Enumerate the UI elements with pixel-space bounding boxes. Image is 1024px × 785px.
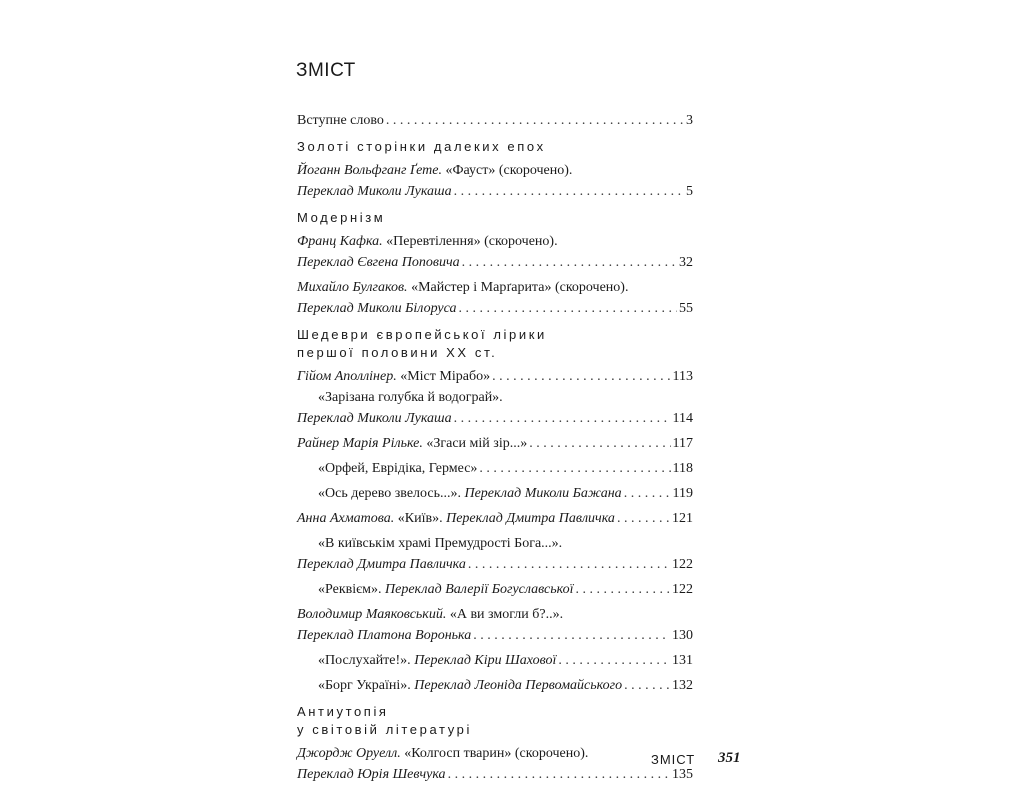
work-title: «Реквієм». bbox=[318, 582, 382, 597]
author-name: Джордж Оруелл. bbox=[297, 746, 401, 761]
toc-entry bbox=[297, 675, 693, 696]
work-title: «Борг Україні». bbox=[318, 678, 411, 693]
toc-entry bbox=[297, 252, 693, 273]
work-title: «Фауст» (скорочено). bbox=[441, 163, 573, 178]
toc-entry bbox=[297, 231, 693, 252]
author-name: Переклад Платона Воронька bbox=[297, 628, 472, 643]
leader-dots bbox=[558, 650, 670, 671]
section-heading: Модернізм bbox=[297, 210, 386, 225]
translator: Переклад Дмитра Павличка bbox=[442, 511, 615, 526]
page-number: 119 bbox=[672, 486, 693, 501]
leader-dots bbox=[454, 408, 671, 429]
leader-dots bbox=[473, 625, 670, 646]
entry-title: Вступне слово bbox=[297, 113, 384, 128]
toc-entry bbox=[297, 604, 693, 625]
author-name: Переклад Дмитра Павличка bbox=[297, 557, 466, 572]
author-name: Володимир Маяковський. bbox=[297, 607, 447, 622]
page-number: 130 bbox=[672, 628, 693, 643]
translator: Переклад Леоніда Первомайського bbox=[410, 678, 623, 693]
toc-entry bbox=[297, 458, 693, 479]
author-name: Переклад Миколи Лукаша bbox=[297, 411, 452, 426]
author-name: Йоганн Вольфганг Ґете. bbox=[297, 163, 442, 178]
section-heading: Золоті сторінки далеких епох bbox=[297, 139, 546, 154]
page-number: 5 bbox=[686, 184, 693, 199]
toc-entry bbox=[297, 366, 693, 387]
section-heading: у світовій літературі bbox=[297, 722, 472, 737]
author-name: Михайло Булгаков. bbox=[297, 280, 408, 295]
translator: Переклад Миколи Білоруса bbox=[297, 301, 457, 316]
author-name: Райнер Марія Рільке. bbox=[297, 436, 423, 451]
leader-dots bbox=[624, 675, 670, 696]
running-footer: ЗМІСТ bbox=[651, 752, 696, 767]
toc-entry bbox=[297, 764, 693, 785]
page-number: 132 bbox=[672, 678, 693, 693]
toc-entry bbox=[297, 408, 693, 429]
leader-dots bbox=[624, 483, 671, 504]
work-title: «Ось дерево звелось...». bbox=[318, 486, 461, 501]
leader-dots bbox=[458, 298, 677, 319]
leader-dots bbox=[529, 433, 670, 454]
section-heading: Шедеври європейської лірики bbox=[297, 327, 547, 342]
toc-entry bbox=[297, 387, 693, 408]
leader-dots bbox=[576, 579, 670, 600]
work-title: «Зарізана голубка й водограй». bbox=[318, 390, 503, 405]
toc-entry bbox=[297, 298, 693, 319]
work-title: «Перевтілення» (скорочено). bbox=[382, 234, 558, 249]
leader-dots bbox=[468, 554, 670, 575]
translator: Переклад Юрія Шевчука bbox=[297, 767, 446, 782]
translator: Переклад Миколи Бажана bbox=[460, 486, 622, 501]
page-number: 32 bbox=[679, 255, 693, 270]
leader-dots bbox=[617, 508, 670, 529]
toc-entry bbox=[297, 433, 693, 454]
work-title: «Орфей, Еврідіка, Гермес» bbox=[318, 461, 478, 476]
toc-entry bbox=[297, 533, 693, 554]
translator: Переклад Валерії Богуславської bbox=[381, 582, 574, 597]
table-of-contents bbox=[296, 58, 696, 785]
translator: Переклад Миколи Лукаша bbox=[297, 184, 452, 199]
page-number: 135 bbox=[672, 767, 693, 782]
leader-dots bbox=[454, 181, 684, 202]
page-title: ЗМІСТ bbox=[296, 60, 356, 81]
work-title: «Згаси мій зір...» bbox=[422, 436, 528, 451]
toc-entry bbox=[297, 743, 693, 764]
toc-entry bbox=[297, 160, 693, 181]
leader-dots bbox=[462, 252, 677, 273]
toc-entry bbox=[297, 181, 693, 202]
toc-entry bbox=[297, 483, 693, 504]
page-number: 114 bbox=[672, 411, 693, 426]
author-name: Анна Ахматова. bbox=[297, 511, 395, 526]
page-number: 55 bbox=[679, 301, 693, 316]
work-title: «Київ». bbox=[394, 511, 443, 526]
page-number: 121 bbox=[672, 511, 693, 526]
page-number: 113 bbox=[672, 369, 693, 384]
toc-entry bbox=[297, 579, 693, 600]
toc-entry-intro bbox=[297, 110, 693, 131]
author-name: Франц Кафка. bbox=[297, 234, 383, 249]
translator: Переклад Кіри Шахової bbox=[410, 653, 557, 668]
section-heading: першої половини XX ст. bbox=[297, 345, 498, 360]
work-title: «Послухайте!». bbox=[318, 653, 411, 668]
toc-entry bbox=[297, 650, 693, 671]
translator: Переклад Євгена Поповича bbox=[297, 255, 460, 270]
section-heading: Антиутопія bbox=[297, 704, 389, 719]
page-number: 118 bbox=[672, 461, 693, 476]
leader-dots bbox=[479, 458, 670, 479]
work-title: «Міст Мірабо» bbox=[396, 369, 491, 384]
page-number: 131 bbox=[672, 653, 693, 668]
work-title: «Колгосп тварин» (скорочено). bbox=[400, 746, 589, 761]
toc-entry bbox=[297, 625, 693, 646]
page-number: 122 bbox=[672, 582, 693, 597]
work-title: «Майстер і Марґарита» (скорочено). bbox=[407, 280, 629, 295]
leader-dots bbox=[386, 110, 684, 131]
page-number: 117 bbox=[672, 436, 693, 451]
work-title: «В київськім храмі Премудрості Бога...». bbox=[318, 536, 563, 551]
leader-dots bbox=[448, 764, 670, 785]
page-number: 122 bbox=[672, 557, 693, 572]
work-title: «А ви змогли б?..». bbox=[446, 607, 564, 622]
page-number: 3 bbox=[686, 113, 693, 128]
toc-entry bbox=[297, 277, 693, 298]
leader-dots bbox=[492, 366, 670, 387]
toc-entry bbox=[297, 554, 693, 575]
author-name: Гійом Аполлінер. bbox=[297, 369, 397, 384]
toc-entry bbox=[297, 508, 693, 529]
folio-number: 351 bbox=[718, 750, 741, 766]
